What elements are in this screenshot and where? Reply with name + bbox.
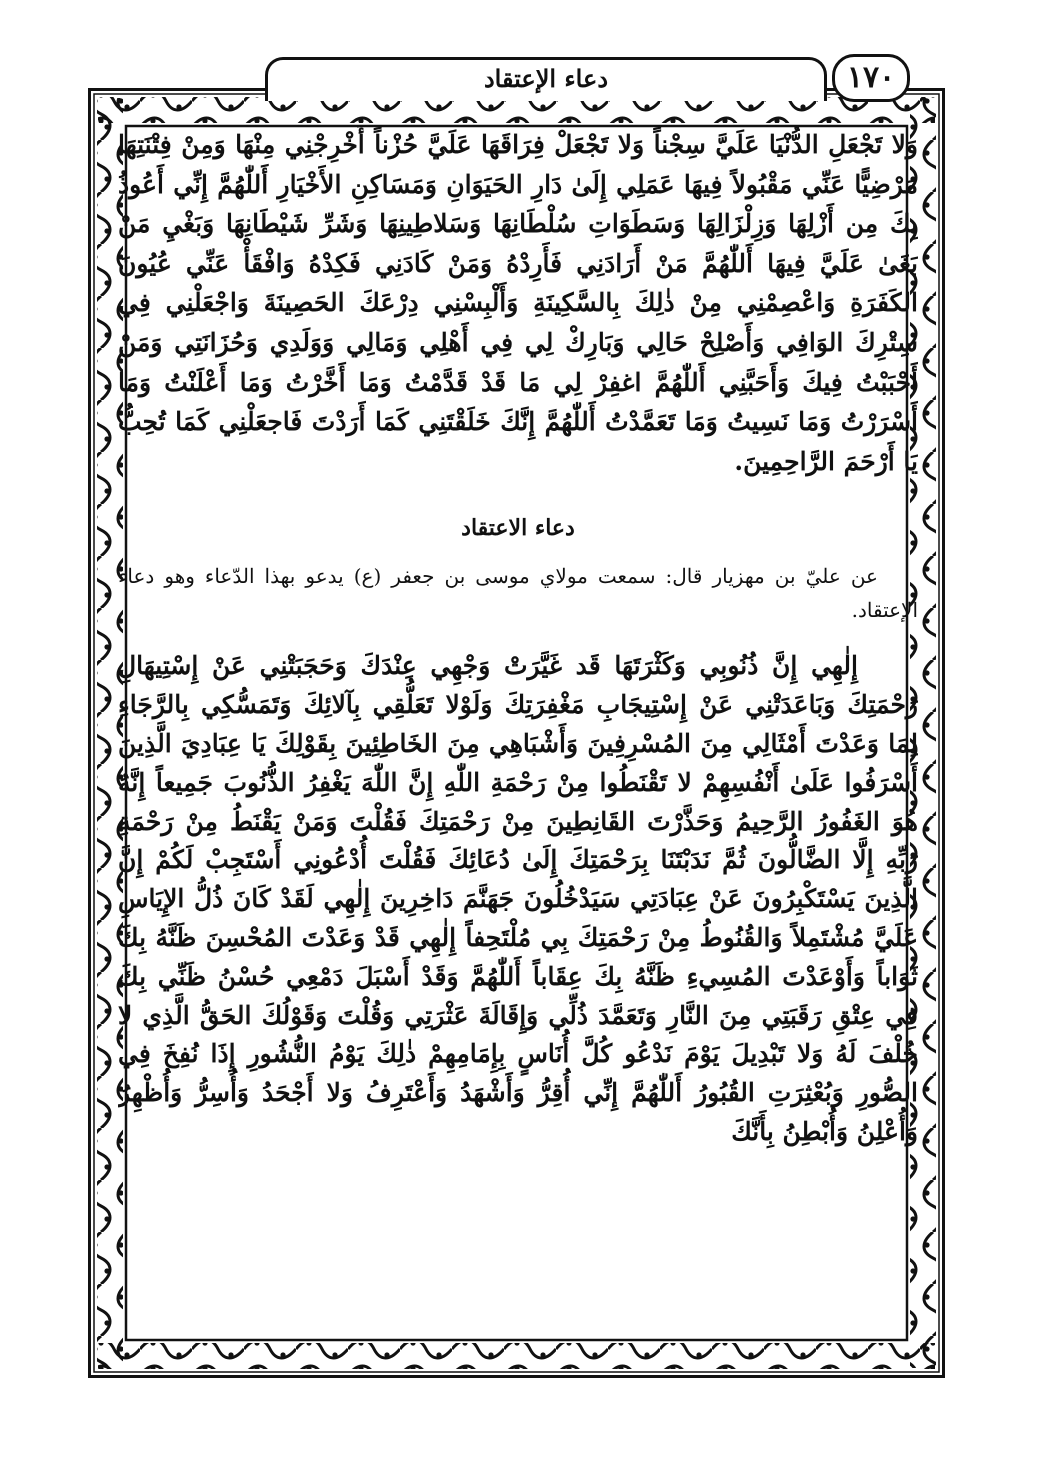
page-header-title: دعاء الإعتقاد — [483, 64, 609, 93]
dua-paragraph: إِلٰهِي إِنَّ ذُنُوبِي وَكَثْرَتَهَا قَد غَيَّرَتْ وَجْهِي عِنْدَكَ وَحَجَبَتْنِي عَنْ إِسْتِيهَالِ رَحْمَتِكَ وَبَاعَدَتْنِي عَنْ إِسْتِيجَابِ مَغْفِرَتِكَ وَلَوْلا تَعَلُّقِي بِآلائِكَ وَتَمَسُّكِي بِالرَّجَاءِ لِمَا وَعَدْتَ أَمْثَالِي مِنَ المُسْرِفِينَ وَأَشْبَاهِي مِنَ الخَاطِئِينَ بِقَوْلِكَ يَا عِبَادِيَ الَّذِينَ أَسْرَفُوا عَلَىٰ أَنْفُسِهِمْ لا تَقْنَطُوا مِنْ رَحْمَةِ اللّٰهِ إِنَّ اللّٰهَ يَغْفِرُ الذُّنُوبَ جَمِيعاً إِنَّهُ هُوَ الغَفُورُ الرَّحِيمُ وَحَذَّرْتَ القَانِطِينَ مِنْ رَحْمَتِكَ فَقُلْتَ وَمَنْ يَقْنَطُ مِنْ رَحْمَةِ رَبِّهِ إِلَّا الضَّالُّونَ ثُمَّ نَدَبْتَنَا بِرَحْمَتِكَ إِلَىٰ دُعَائِكَ فَقُلْتَ أُدْعُونِي أَسْتَجِبْ لَكُمْ إِنَّ الَّذِينَ يَسْتَكْبِرُونَ عَنْ عِبَادَتِي سَيَدْخُلُونَ جَهَنَّمَ دَاخِرِينَ إِلٰهِي لَقَدْ كَانَ ذُلُّ الإِيَاسِ عَلَيَّ مُشْتَمِلاً وَالقُنُوطُ مِنْ رَحْمَتِكَ بِي مُلْتَحِفاً إِلٰهِي قَدْ وَعَدْتَ المُحْسِنَ ظَنَّهُ بِكَ ثَوَاباً وَأَوْعَدْتَ المُسِيءِ ظَنَّهُ بِكَ عِقَاباً أَللّٰهُمَّ وَقَدْ أَسْبَلَ دَمْعِي حُسْنُ ظَنِّي بِكَ فِي عِتْقِ رَقَبَتِي مِنَ النَّارِ وَتَعَمَّدَ ذُلِّي وَإِقَالَةَ عَثْرَتِي وَقُلْتَ وَقَوْلُكَ الحَقُّ الَّذِي لا خُلْفَ لَهُ وَلا تَبْدِيلَ يَوْمَ نَدْعُو كُلَّ أُنَاسٍ بِإِمَامِهِمْ ذٰلِكَ يَوْمُ النُّشُورِ إِذَا نُفِخَ فِي الصُّورِ وَبُعْثِرَتِ القُبُورُ أَللّٰهُمَّ إِنِّي أُقِرُّ وَأَشْهَدُ وَأَعْتَرِفُ وَلا أَجْحَدُ وَأُسِرُّ وَأُظْهِرُ وَأُعْلِنُ وَأُبْطِنُ بِأَنَّكَ — [118, 651, 918, 1146]
dua-paragraph-continued: وَلا تَجْعَلِ الدُّنْيَا عَلَيَّ سِجْناً وَلا تَجْعَلْ فِرَاقَهَا عَلَيَّ حُزْناً أَخْرِجْنِي مِنْهَا وَمِنْ فِتْنَتِهَا مَرْضِيًّا عَنِّي مَقْبُولاً فِيهَا عَمَلِي إِلَىٰ دَارِ الحَيَوَانِ وَمَسَاكِنِ الأَخْيَارِ أَللّٰهُمَّ إِنِّي أَعُوذُ بِكَ مِن أَزْلِهَا وَزِلْزَالِهَا وَسَطَوَاتِ سُلْطَانِهَا وَسَلاطِينِهَا وَشَرِّ شَيْطَانِهَا وَبَغْيِ مَنْ بَغَىٰ عَلَيَّ فِيهَا أَللّٰهُمَّ مَنْ أَرَادَنِي فَأَرِدْهُ وَمَنْ كَادَنِي فَكِدْهُ وَافْقَأْ عَنِّي عُيُونَ الكَفَرَةِ وَاعْصِمْنِي مِنْ ذٰلِكَ بِالسَّكِينَةِ وَأَلْبِسْنِي دِرْعَكَ الحَصِينَةَ وَاجْعَلْنِي فِي سِتْرِكَ الوَافِي وَأَصْلِحْ حَالِي وَبَارِكْ لِي فِي أَهْلِي وَمَالِي وَوَلَدِي وَحُزَانَتِي وَمَنْ أَحْبَبْتُ فِيكَ وَأَحَبَّنِي أَللّٰهُمَّ اغفِرْ لِي مَا قَدْ قَدَّمْتُ وَمَا أَخَّرْتُ وَمَا أَعْلَنْتُ وَمَا أَسْرَرْتُ وَمَا نَسِيتُ وَمَا تَعَمَّدْتُ أَللّٰهُمَّ إِنَّكَ خَلَقْتَنِي كَمَا أَرَدْتَ فَاجعَلْنِي كَمَا تُحِبُّ يَا أَرْحَمَ الرَّاحِمِينَ. — [118, 130, 918, 476]
page-body — [118, 125, 918, 1360]
page-number: ١٧٠ — [846, 60, 896, 95]
section-heading: دعاء الاعتقاد — [461, 515, 575, 542]
narration-intro: عن عليّ بن مهزيار قال: سمعت مولاي موسى بن جعفر (ع) يدعو بهذا الدّعاء وهو دعاء الإعتقاد. — [118, 564, 918, 623]
